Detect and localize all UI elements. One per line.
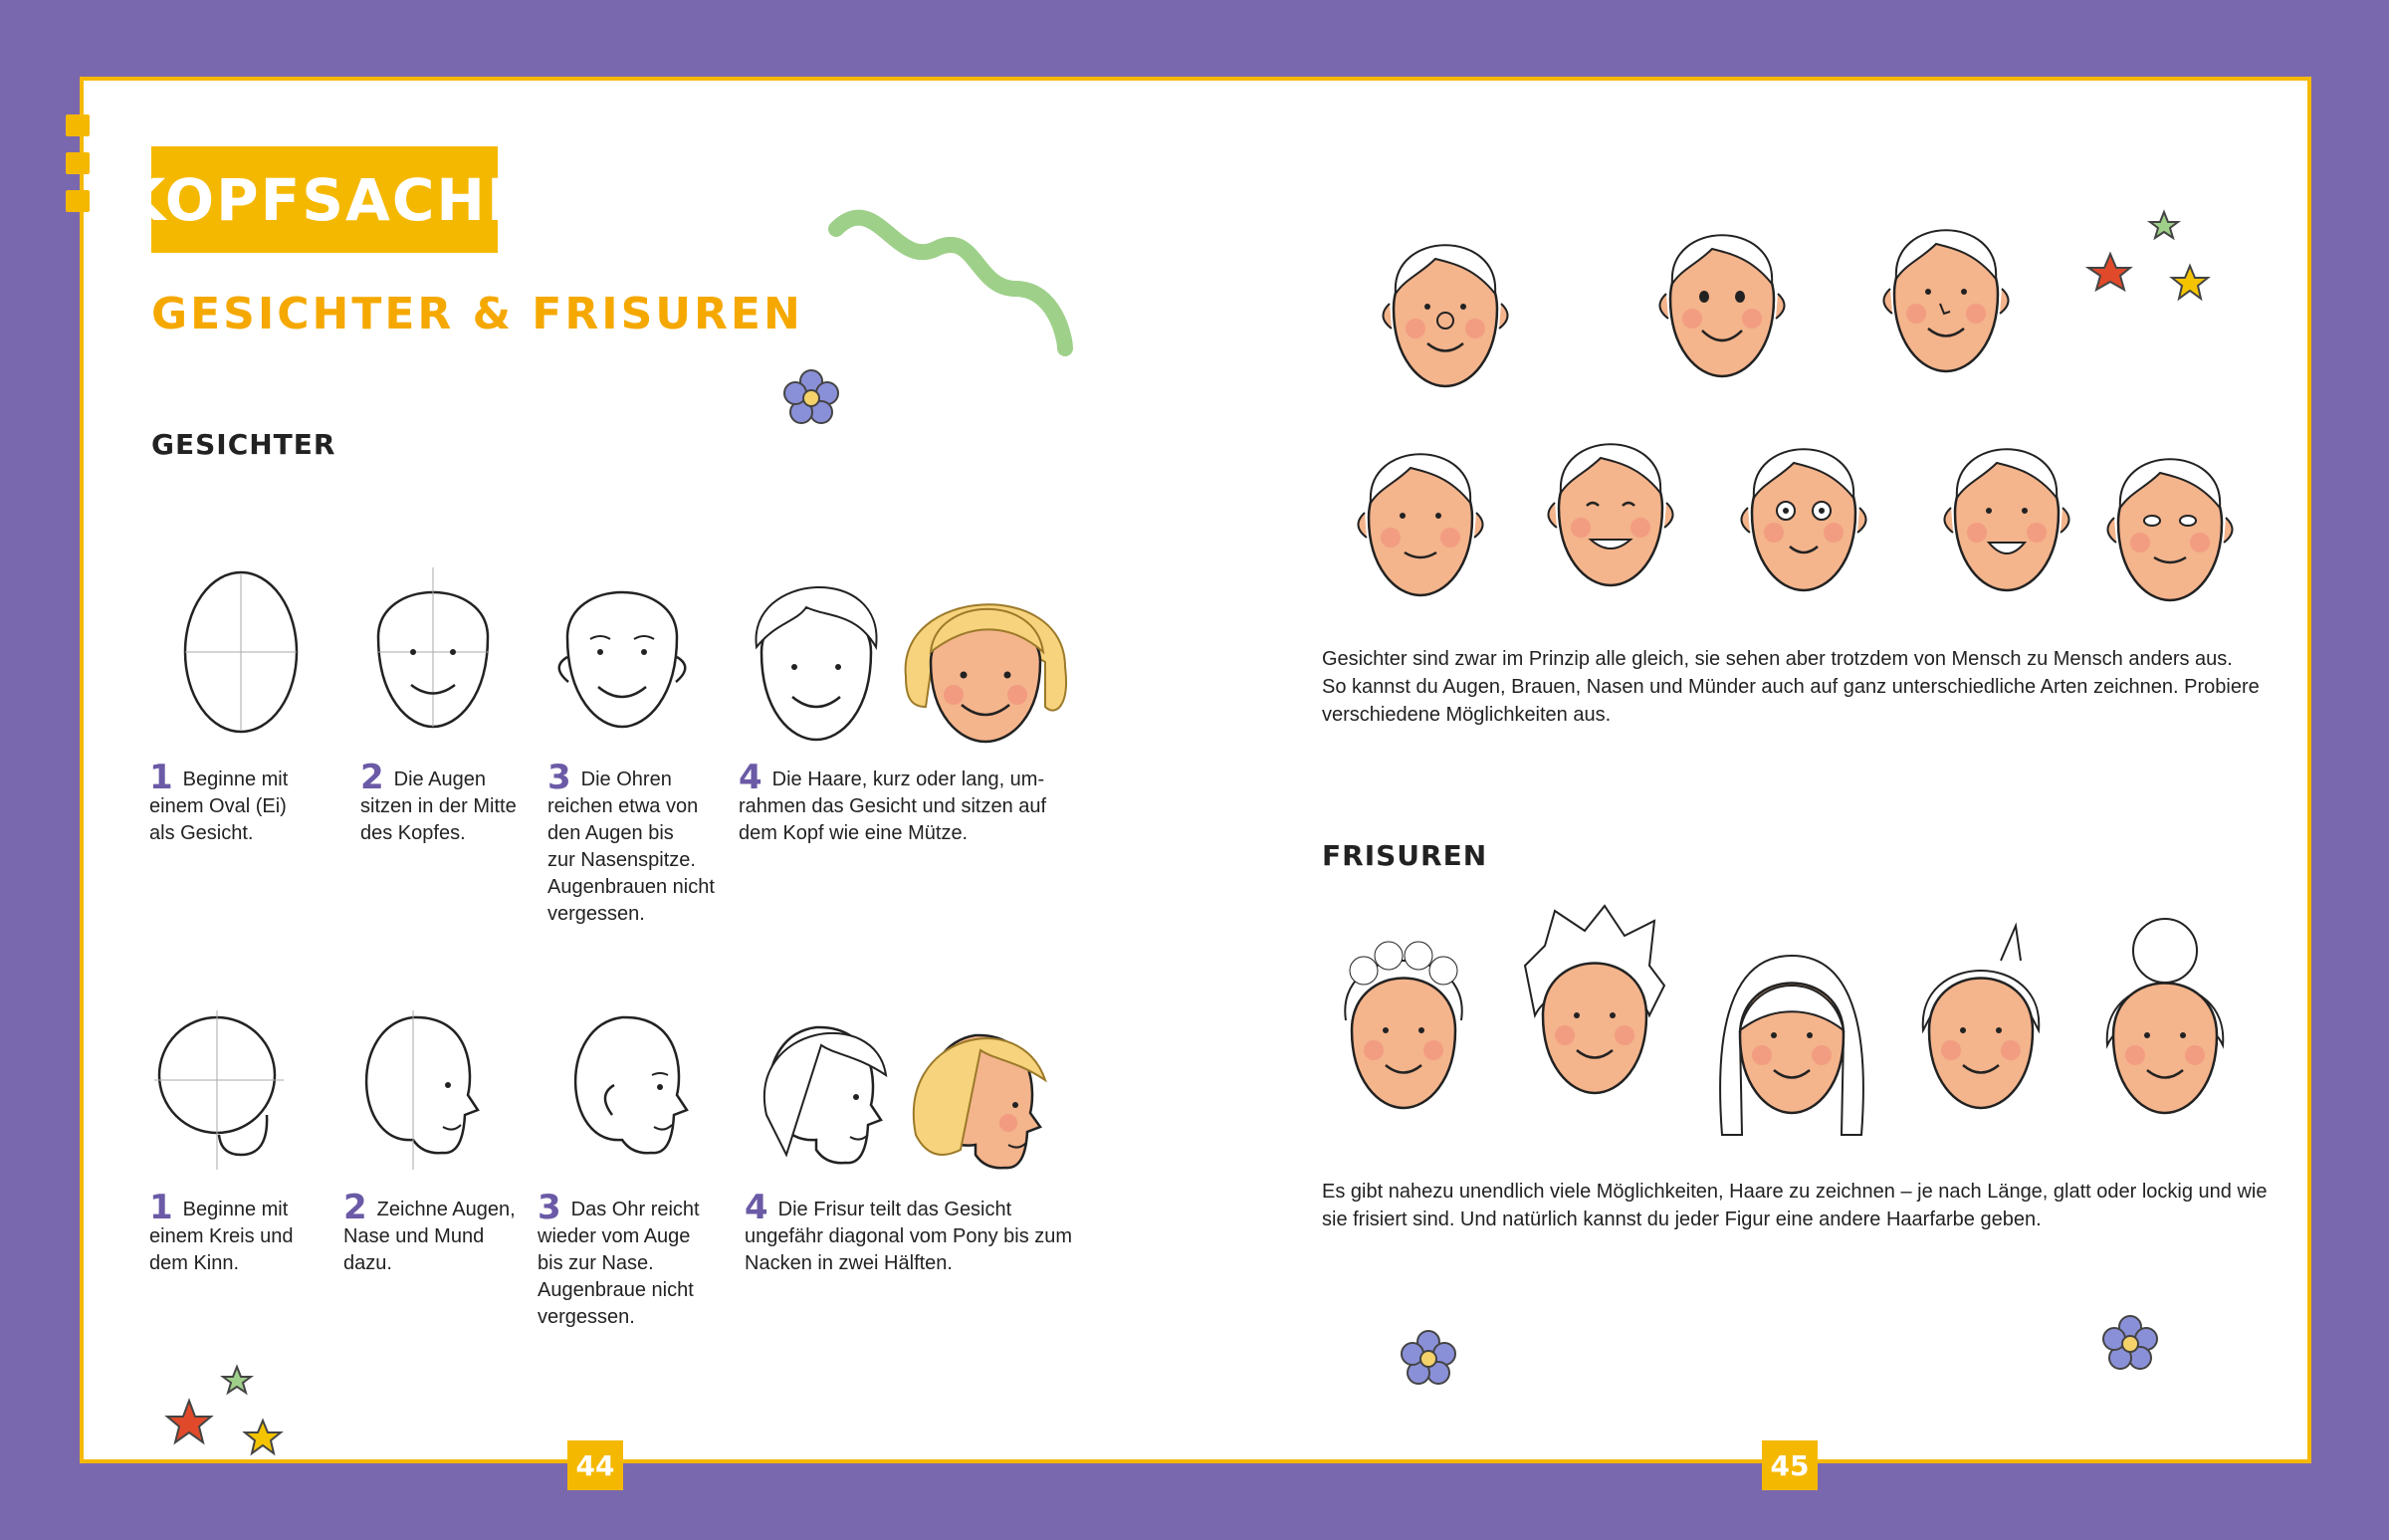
side-step-3-illustration: [552, 1005, 702, 1175]
step-text: Die Haare, kurz oder lang, um- rahmen das Gesicht und sitzen auf dem Kopf wie eine Mütze.: [739, 769, 1047, 844]
side-step-4-colored-illustration: [901, 1005, 1070, 1185]
face-variations-illustration: [1354, 209, 2250, 617]
faces-description: Gesichter sind zwar im Prinzip alle gleich, sie sehen aber trotzdem von Mensch zu Mensch anders aus. So kannst du Augen, Brauen, Nasen und Münder auch auf ganz unterschiedliche Arten zeichnen. Probiere verschiedene Möglichkeiten aus.: [1322, 648, 2260, 726]
step-number: 3: [538, 1188, 561, 1227]
hairstyles-illustration: [1324, 891, 2260, 1140]
step-number: 2: [360, 758, 384, 797]
step-number: 2: [343, 1188, 367, 1227]
page-number-right: 45: [1762, 1440, 1818, 1490]
side-step-1-illustration: [149, 1005, 289, 1175]
step-text: Beginne mit einem Oval (Ei) als Gesicht.: [149, 769, 289, 844]
step-number: 1: [149, 1188, 173, 1227]
title-banner: [120, 146, 529, 253]
side-step-2: [343, 1188, 516, 1277]
step-text: Die Augen sitzen in der Mitte des Kopfes.: [360, 769, 517, 844]
side-step-4-illustration: [747, 1005, 896, 1185]
step-number: 4: [739, 758, 762, 797]
step-text: Beginne mit einem Kreis und dem Kinn.: [149, 1199, 294, 1274]
step-text: Die Frisur teilt das Gesicht ungefähr diagonal vom Pony bis zum Nacken in zwei Hälften.: [745, 1199, 1073, 1274]
front-step-4-colored-illustration: [896, 567, 1075, 752]
side-step-1: [149, 1188, 294, 1277]
section-hairstyles-heading: FRISUREN: [1322, 839, 1488, 872]
side-step-2-illustration: [343, 1005, 483, 1175]
side-step-4: [745, 1188, 1073, 1277]
step-number: 3: [547, 758, 571, 797]
step-number: 1: [149, 758, 173, 797]
front-step-1: [149, 758, 289, 847]
hairstyles-description: Es gibt nahezu unendlich viele Möglichkeiten, Haare zu zeichnen – je nach Länge, glatt oder lockig und wie sie frisiert sind. Und natürlich kannst du jeder Figur eine andere Haarfarbe geben.: [1322, 1181, 2268, 1230]
step-number: 4: [745, 1188, 768, 1227]
step-text: Zeichne Augen, Nase und Mund dazu.: [343, 1199, 516, 1274]
flower-icon: [776, 363, 846, 433]
stars-icon: [159, 1359, 299, 1468]
front-step-1-illustration: [169, 562, 309, 742]
front-step-3-illustration: [543, 557, 702, 737]
flower-icon: [1394, 1324, 1463, 1394]
step-text: Das Ohr reicht wieder vom Auge bis zur Nase. Augenbraue nicht vergessen.: [538, 1199, 700, 1328]
section-faces-heading: GESICHTER: [151, 428, 336, 461]
page-subtitle: GESICHTER & FRISUREN: [151, 289, 803, 339]
front-step-4-illustration: [737, 562, 896, 747]
page-title: KOPFSACHE: [120, 165, 529, 234]
step-text: Die Ohren reichen etwa von den Augen bis zur Nasenspitze. Augenbrauen nicht vergessen.: [547, 769, 715, 925]
flower-icon: [2095, 1309, 2165, 1379]
side-step-3: [538, 1188, 700, 1331]
front-step-4: [739, 758, 1047, 847]
page-number-left: 44: [567, 1440, 623, 1490]
front-step-2-illustration: [363, 557, 503, 737]
binding-marks: [66, 114, 90, 228]
front-step-2: [360, 758, 517, 847]
front-step-3: [547, 758, 715, 928]
squiggle-decoration: [816, 189, 1095, 368]
